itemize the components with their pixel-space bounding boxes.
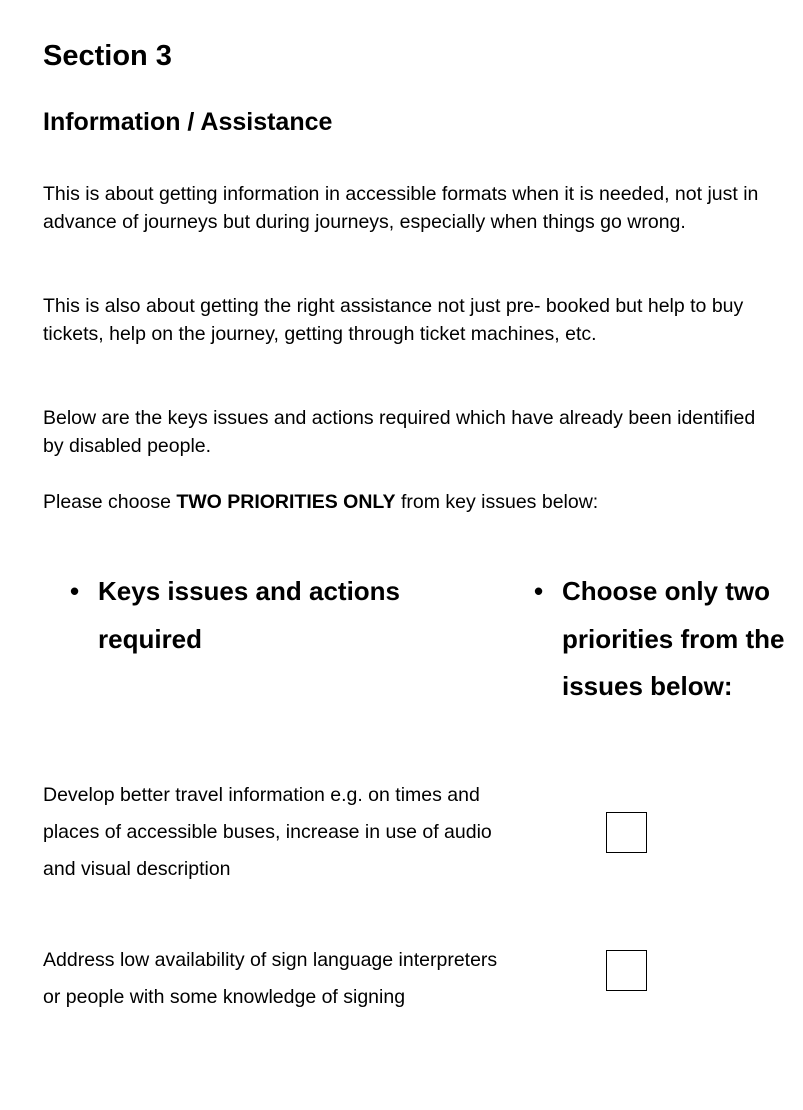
priority-checkbox-travel-information[interactable] [606,812,647,853]
issue-sign-language: Address low availability of sign language interpreters or people with some knowledge of signing [43,949,498,1008]
priority-instruction [43,488,763,516]
instruction-prefix: Please choose [43,491,177,513]
key-issues-heading-text: Keys issues and actions required [98,576,401,654]
priority-checkbox-sign-language[interactable] [606,950,647,991]
intro-paragraph-key-issues: Below are the keys issues and actions required which have already been identified by disabled people. [43,407,756,457]
issue-travel-information: Develop better travel information e.g. on times and places of accessible buses, increase in use of audio and visual description [43,784,492,880]
intro-paragraph-information: This is about getting information in accessible formats when it is needed, not just in advance of journeys but during journeys, especially when things go wrong. [43,183,759,233]
section-subtitle: Information / Assistance [43,108,333,136]
section-title: Section 3 [43,40,172,72]
key-issues-column-heading [70,568,490,663]
bullet-point: • [70,576,80,606]
bullet-point: • [534,576,544,606]
instruction-emphasis: TWO PRIORITIES ONLY [176,491,396,513]
priorities-heading-text: Choose only two priorities from the issues below: [562,576,785,701]
priorities-column-heading [534,568,794,711]
instruction-suffix: from key issues below: [395,491,599,513]
intro-paragraph-assistance: This is also about getting the right assistance not just pre- booked but help to buy tickets, help on the journey, getting through ticket machines, etc. [43,295,744,345]
